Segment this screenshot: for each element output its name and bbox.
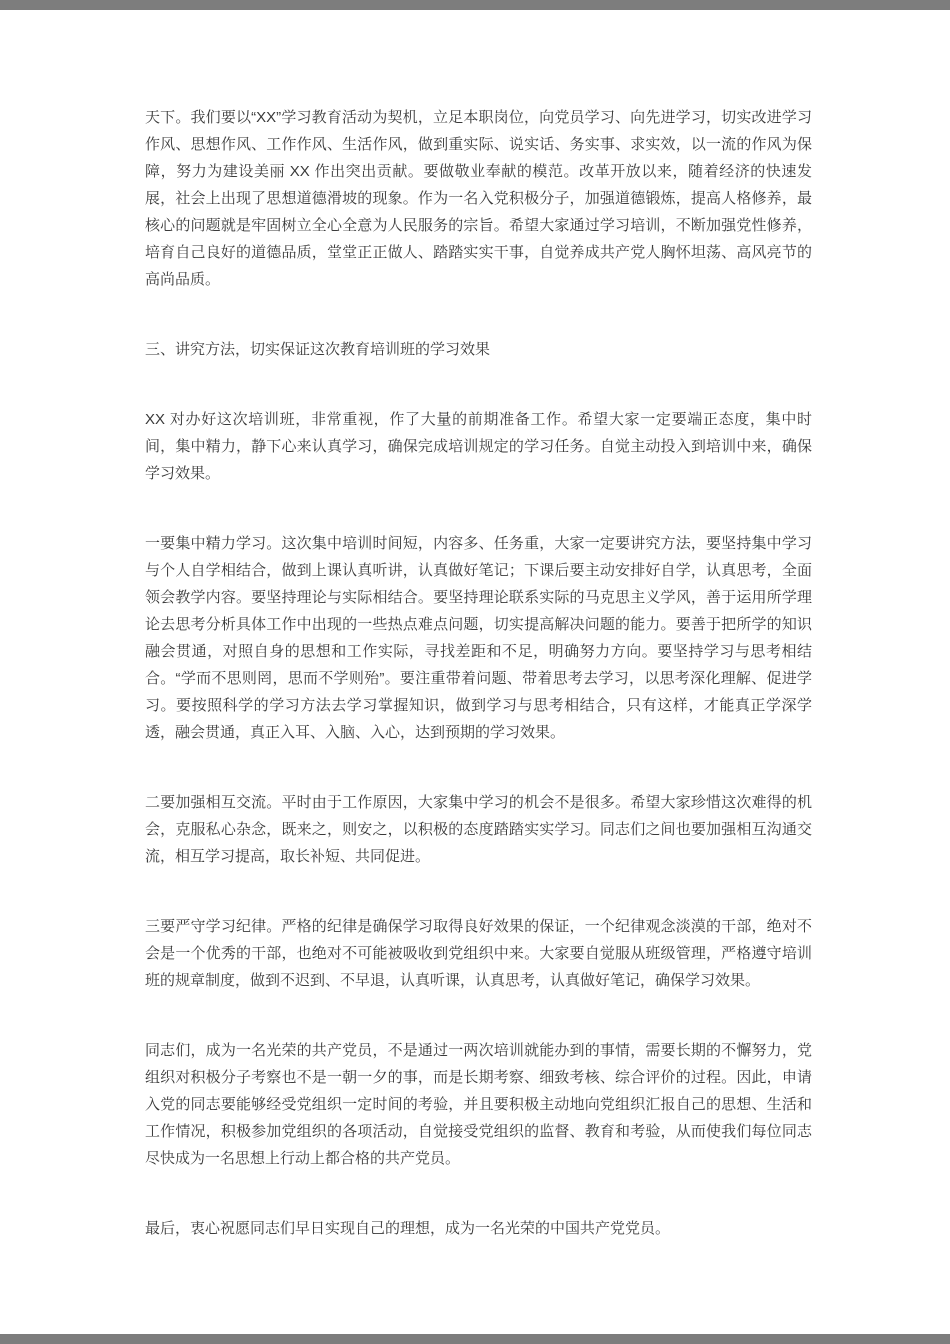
page-bottom-edge <box>0 1334 950 1344</box>
paragraph: 一要集中精力学习。这次集中培训时间短，内容多、任务重，大家一定要讲究方法，要坚持集中学习与个人自学相结合，做到上课认真听讲，认真做好笔记；下课后要主动安排好自学，认真思考，全面领会教学内容。要坚持理论与实际相结合。要坚持理论联系实际的马克思主义学风，善于运用所学理论去思考分析具体工作中出现的一些热点难点问题，切实提高解决问题的能力。要善于把所学的知识融会贯通，对照自身的思想和工作实际，寻找差距和不足，明确努力方向。要坚持学习与思考相结合。“学而不思则罔，思而不学则殆”。要注重带着问题、带着思考去学习，以思考深化理解、促进学习。要按照科学的学习方法去学习掌握知识，做到学习与思考相结合，只有这样，才能真正学深学透，融会贯通，真正入耳、入脑、入心，达到预期的学习效果。 <box>145 535 812 741</box>
paragraph: 同志们，成为一名光荣的共产党员，不是通过一两次培训就能办到的事情，需要长期的不懈努力，党组织对积极分子考察也不是一朝一夕的事，而是长期考察、细致考核、综合评价的过程。因此，申请入党的同志要能够经受党组织一定时间的考验，并且要积极主动地向党组织汇报自己的思想、生活和工作情况，积极参加党组织的各项活动，自觉接受党组织的监督、教育和考验，从而使我们每位同志尽快成为一名思想上行动上都合格的共产党员。 <box>145 1042 812 1167</box>
paragraph: 天下。我们要以“XX”学习教育活动为契机，立足本职岗位，向党员学习、向先进学习，切实改进学习作风、思想作风、工作作风、生活作风，做到重实际、说实话、务实事、求实效，以一流的作风为保障，努力为建设美丽 XX 作出突出贡献。要做敬业奉献的模范。改革开放以来，随着经济的快速发展，社会上出现了思想道德滑坡的现象。作为一名入党积极分子，加强道德锻炼，提高人格修养，最核心的问题就是牢固树立全心全意为人民服务的宗旨。希望大家通过学习培训，不断加强党性修养，培育自己良好的道德品质，堂堂正正做人、踏踏实实干事，自觉养成共产党人胸怀坦荡、高风亮节的高尚品质。 <box>145 109 812 288</box>
paragraph: XX 对办好这次培训班，非常重视，作了大量的前期准备工作。希望大家一定要端正态度，集中时间，集中精力，静下心来认真学习，确保完成培训规定的学习任务。自觉主动投入到培训中来，确保学习效果。 <box>145 411 812 482</box>
paragraph: 三要严守学习纪律。严格的纪律是确保学习取得良好效果的保证，一个纪律观念淡漠的干部，绝对不会是一个优秀的干部，也绝对不可能被吸收到党组织中来。大家要自觉服从班级管理，严格遵守培训班的规章制度，做到不迟到、不早退，认真听课，认真思考，认真做好笔记，确保学习效果。 <box>145 918 812 989</box>
paragraph: 二要加强相互交流。平时由于工作原因，大家集中学习的机会不是很多。希望大家珍惜这次难得的机会，克服私心杂念，既来之，则安之，以积极的态度踏踏实实学习。同志们之间也要加强相互沟通交流，相互学习提高，取长补短、共同促进。 <box>145 794 812 865</box>
section-heading: 三、讲究方法，切实保证这次教育培训班的学习效果 <box>145 341 491 358</box>
page-top-edge <box>0 0 950 10</box>
paragraph: 最后，衷心祝愿同志们早日实现自己的理想，成为一名光荣的中国共产党党员。 <box>145 1220 671 1237</box>
